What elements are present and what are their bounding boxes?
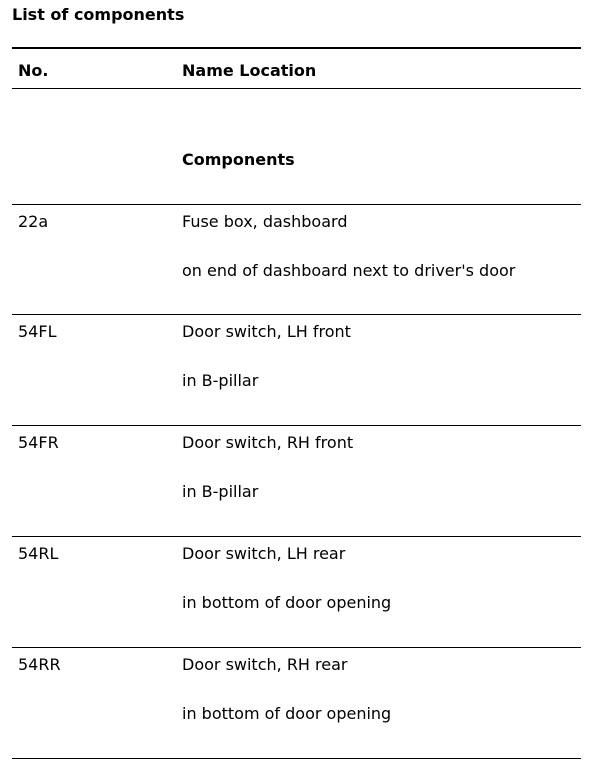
row-number: 54FR — [18, 433, 59, 452]
row-divider — [12, 425, 581, 426]
row-divider — [12, 536, 581, 537]
row-number: 54FL — [18, 322, 57, 341]
row-location: in bottom of door opening — [182, 704, 392, 723]
row-number: 22a — [18, 212, 49, 231]
row-divider — [12, 647, 581, 648]
row-divider — [12, 204, 581, 205]
row-number: 54RL — [18, 544, 59, 563]
row-number: 54RR — [18, 655, 61, 674]
row-name: Door switch, LH front — [182, 322, 351, 341]
row-location: in B-pillar — [182, 371, 259, 390]
row-divider — [12, 314, 581, 315]
page-title: List of components — [12, 5, 185, 24]
header-no: No. — [18, 61, 49, 80]
row-name: Fuse box, dashboard — [182, 212, 348, 231]
row-location: in bottom of door opening — [182, 593, 392, 612]
row-location: in B-pillar — [182, 482, 259, 501]
table-top-rule — [12, 47, 581, 49]
row-location: on end of dashboard next to driver's door — [182, 261, 516, 280]
section-heading: Components — [182, 150, 295, 169]
row-name: Door switch, LH rear — [182, 544, 346, 563]
row-name: Door switch, RH rear — [182, 655, 348, 674]
header-name-location: Name Location — [182, 61, 317, 80]
table-bottom-rule — [12, 758, 581, 759]
header-bottom-rule — [12, 88, 581, 89]
row-name: Door switch, RH front — [182, 433, 354, 452]
